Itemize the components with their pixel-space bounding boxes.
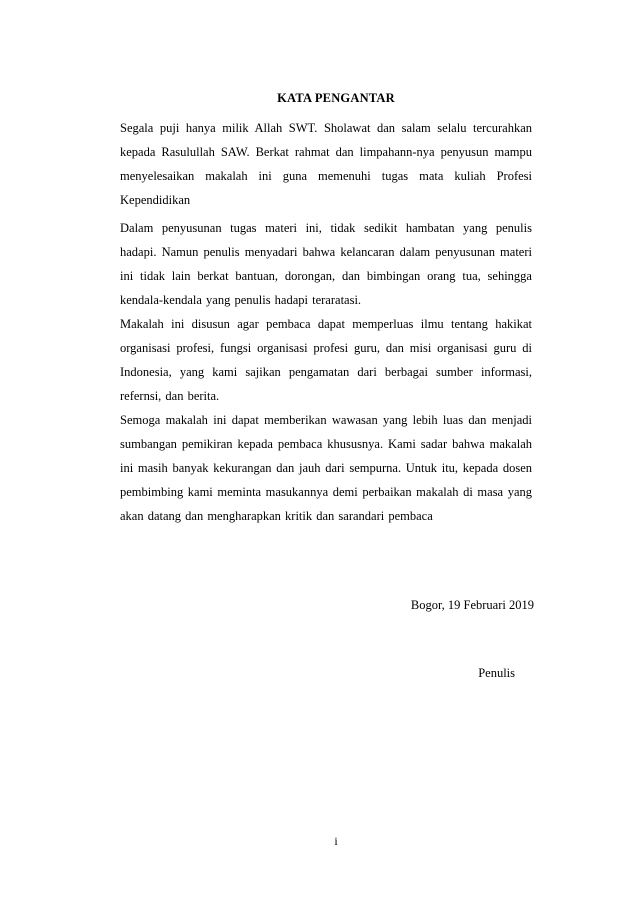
paragraph-2 <box>120 216 532 312</box>
signature-author: Penulis <box>478 666 515 680</box>
signature-place-date: Bogor, 19 Februari 2019 <box>410 598 534 612</box>
paragraph-4 <box>120 408 532 528</box>
paragraph-4-text: Semoga makalah ini dapat memberikan wawasan yang lebih luas dan menjadi sumbangan pemikiran kepada pembaca khususnya. Kami sadar bahwa makalah ini masih banyak kekurangan dan jauh dari sempurna. Untuk itu, kepada dosen pembimbing kami meminta masukannya demi perbaikan makalah di masa yang akan datang dan mengharapkan kritik dan sarandari pembaca <box>120 413 532 523</box>
paragraph-1-text: Segala puji hanya milik Allah SWT. Sholawat dan salam selalu tercurahkan kepada Rasulullah SAW. Berkat rahmat dan limpahann-nya penyusun mampu menyelesaikan makalah ini guna memenuhi tugas mata kuliah Profesi Kependidikan <box>120 121 532 207</box>
paragraph-3 <box>120 312 532 408</box>
paragraph-3-text: Makalah ini disusun agar pembaca dapat memperluas ilmu tentang hakikat organisasi profesi, fungsi organisasi profesi guru, dan misi organisasi guru di Indonesia, yang kami sajikan pengamatan dari berbagai sumber informasi, refernsi, dan berita. <box>120 317 532 403</box>
paragraph-1 <box>120 116 532 212</box>
page-title: KATA PENGANTAR <box>277 91 395 105</box>
page-number: i <box>334 834 338 848</box>
paragraph-2-text: Dalam penyusunan tugas materi ini, tidak sedikit hambatan yang penulis hadapi. Namun penulis menyadari bahwa kelancaran dalam penyusunan materi ini tidak lain berkat bantuan, dorongan, dan bimbingan orang tua, sehingga kendala-kendala yang penulis hadapi teraratasi. <box>120 221 532 307</box>
